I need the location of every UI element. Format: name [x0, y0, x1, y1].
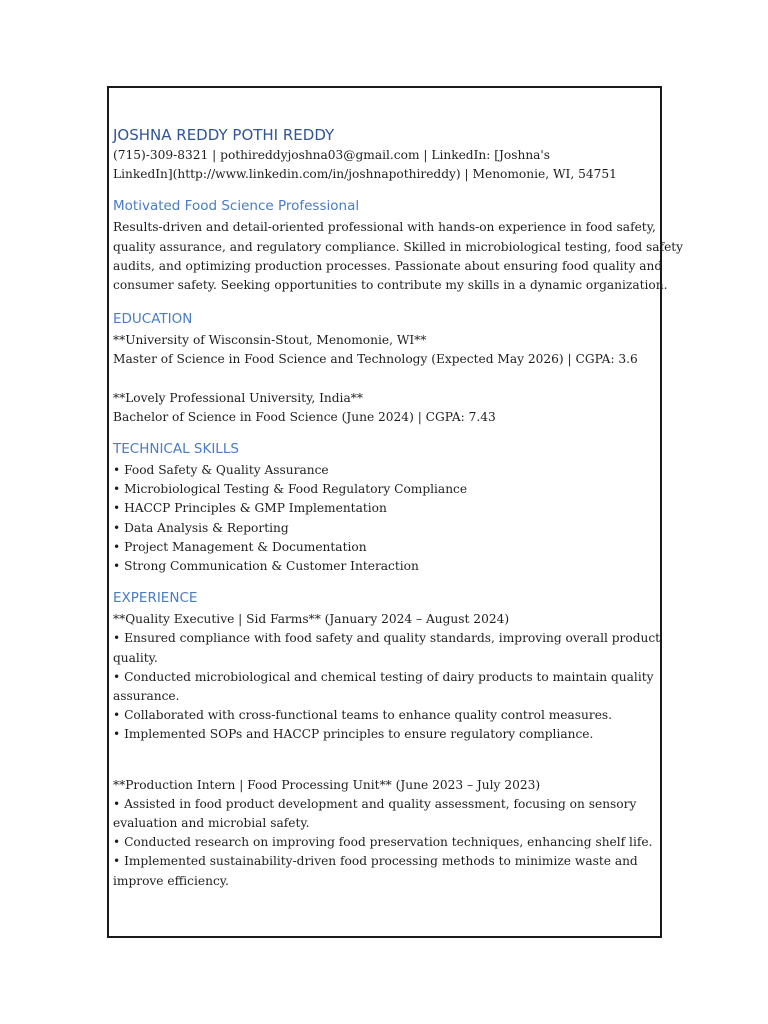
- job-detail: • Implemented SOPs and HACCP principles to ensure regulatory compliance.: [113, 727, 594, 742]
- summary-line: quality assurance, and regulatory compliance. Skilled in microbiological testing, food safety: [113, 239, 684, 254]
- school-name: **University of Wisconsin-Stout, Menomonie, WI**: [113, 333, 427, 348]
- job-detail: • Implemented sustainability-driven food processing methods to minimize waste and: [113, 854, 638, 869]
- skills-list: [113, 461, 653, 576]
- education-title: EDUCATION: [113, 311, 193, 328]
- job-detail: assurance.: [113, 689, 180, 704]
- job-detail: improve efficiency.: [113, 873, 229, 888]
- job-heading: **Production Intern | Food Processing Unit** (June 2023 – July 2023): [113, 777, 541, 792]
- skill-item: • Food Safety & Quality Assurance: [113, 463, 329, 478]
- skill-item: • Microbiological Testing & Food Regulatory Compliance: [113, 482, 468, 497]
- job-detail: • Ensured compliance with food safety and quality standards, improving overall product: [113, 631, 661, 646]
- summary-title: Motivated Food Science Professional: [113, 198, 360, 215]
- job-detail: • Conducted microbiological and chemical testing of dairy products to maintain quality: [113, 669, 654, 684]
- job-detail: • Assisted in food product development and quality assessment, focusing on sensory: [113, 796, 637, 811]
- summary-text: [113, 218, 684, 295]
- contact-line: (715)-309-8321 | pothireddyjoshna03@gmail.com | LinkedIn: [Joshna's: [113, 148, 551, 162]
- degree-text: Bachelor of Science in Food Science (June 2024) | CGPA: 7.43: [113, 409, 496, 424]
- job-entry: [113, 776, 653, 891]
- school-name: **Lovely Professional University, India**: [113, 390, 363, 405]
- job-detail: • Collaborated with cross-functional teams to enhance quality control measures.: [113, 708, 613, 723]
- candidate-name: JOSHNA REDDY POTHI REDDY: [113, 126, 335, 144]
- job-detail: quality.: [113, 650, 158, 665]
- resume-content: [113, 124, 684, 891]
- job-detail: evaluation and microbial safety.: [113, 816, 310, 831]
- education-entry: [113, 389, 653, 427]
- degree-text: Master of Science in Food Science and Technology (Expected May 2026) | CGPA: 3.6: [113, 352, 638, 367]
- summary-line: audits, and optimizing production processes. Passionate about ensuring food quality and: [113, 258, 663, 273]
- job-detail: • Conducted research on improving food preservation techniques, enhancing shelf life.: [113, 835, 653, 850]
- summary-line: consumer safety. Seeking opportunities to contribute my skills in a dynamic organization.: [113, 278, 668, 293]
- summary-line: Results-driven and detail-oriented professional with hands-on experience in food safety,: [113, 220, 656, 235]
- skill-item: • Strong Communication & Customer Interaction: [113, 559, 419, 574]
- spacer: [113, 370, 653, 389]
- contact-line: LinkedIn](http://www.linkedin.com/in/joshnapothireddy) | Menomonie, WI, 54751: [113, 167, 617, 182]
- education-entry: [113, 331, 653, 369]
- job-entry: [113, 610, 661, 744]
- skill-item: • Data Analysis & Reporting: [113, 520, 289, 535]
- skills-title: TECHNICAL SKILLS: [113, 441, 239, 458]
- contact-info: [113, 146, 653, 184]
- experience-title: EXPERIENCE: [113, 590, 198, 607]
- skill-item: • Project Management & Documentation: [113, 539, 367, 554]
- job-heading: **Quality Executive | Sid Farms** (January 2024 – August 2024): [113, 612, 510, 627]
- skill-item: • HACCP Principles & GMP Implementation: [113, 501, 387, 516]
- spacer: [113, 745, 653, 776]
